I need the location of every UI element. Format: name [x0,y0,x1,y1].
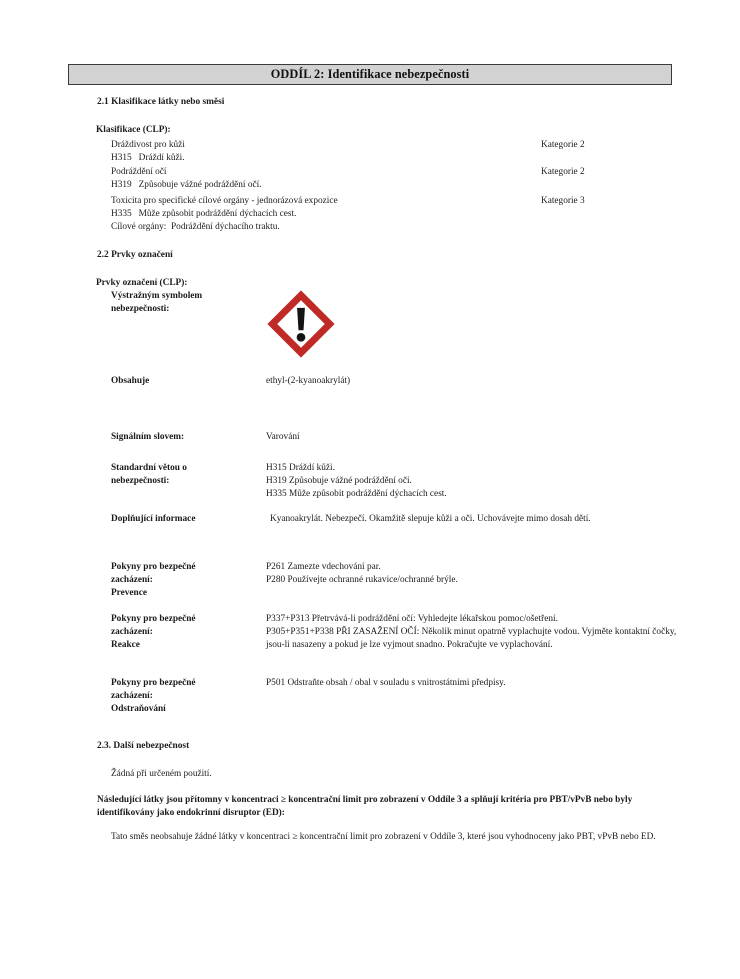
row-value-precaution-response: P337+P313 Přetrvává-li podráždění očí: Vyhledejte lékařskou pomoc/ošetření. [266,614,558,624]
row-value-precaution-prevention: P261 Zamezte vdechování par. [266,562,381,572]
row-label-supplemental-info: Doplňující informace [111,514,196,524]
hazard-class-category: Kategorie 2 [541,140,585,150]
row-value-contains: ethyl-(2-kyanoakrylát) [266,376,351,386]
row-label-precaution-disposal-line-2: zacházení: [111,691,153,701]
row-label-precaution-disposal-line-3: Odstraňování [111,704,166,714]
row-label-precaution-prevention-line-3: Prevence [111,588,147,598]
row-label-signal-word: Signálním slovem: [111,432,185,442]
row-value-signal-word: Varování [266,432,300,442]
heading-2-2: 2.2 Prvky označení [97,250,173,260]
pictogram-label-line-1: Výstražným symbolem [111,291,203,301]
row-value-hazard-statement: H319 Způsobuje vážné podráždění očí. [266,476,412,486]
row-label-precaution-response-line-2: zacházení: [111,627,153,637]
ghs07-exclamation-mark-icon [266,289,336,359]
pictogram-label-line-2: nebezpečnosti: [111,304,170,314]
hazard-statement: H335 Může způsobit podráždění dýchacích cest. [111,209,297,219]
hazard-statement: H319 Způsobuje vážné podráždění očí. [111,180,262,190]
row-value-precaution-prevention: P280 Používejte ochranné rukavice/ochranné brýle. [266,575,458,585]
hazard-class-category: Kategorie 3 [541,196,585,206]
hazard-class-name: Dráždivost pro kůži [111,140,185,150]
section-header-title: ODDÍL 2: Identifikace nebezpečnosti [270,67,470,82]
row-label-precaution-response-line-1: Pokyny pro bezpečné [111,614,196,624]
section-header-bar [68,64,672,85]
row-label-contains: Obsahuje [111,376,150,386]
heading-2-3: 2.3. Další nebezpečnost [97,741,190,751]
heading-2-1: 2.1 Klasifikace látky nebo směsi [97,97,225,107]
row-label-hazard-statements-line-2: nebezpečnosti: [111,476,170,486]
row-label-precaution-prevention-line-1: Pokyny pro bezpečné [111,562,196,572]
row-value-precaution-response: P305+P351+P338 PŘI ZASAŽENÍ OČÍ: Několik minut opatrně vyplachujte vodou. Vyjměte kontaktní čočky, jsou-li nasazeny a pokud je lze vyjmout snadno. Pokračujte ve vyplachování. [266,627,677,650]
row-value-hazard-statement: H315 Dráždí kůži. [266,463,335,473]
hazard-class-name: Podráždění očí [111,167,167,177]
hazard-statement: H315 Dráždí kůži. [111,153,185,163]
hazard-class-name: Toxicita pro specifické cílové orgány - jednorázová expozice [111,196,338,206]
pbt-vpvb-ed-closing-statement: Tato směs neobsahuje žádné látky v koncentraci ≥ koncentrační limit pro zobrazení v Oddíle 3, které jsou vyhodnoceny jako PBT, vPvB nebo ED. [111,832,656,842]
hazard-class-category: Kategorie 2 [541,167,585,177]
row-label-precaution-disposal-line-1: Pokyny pro bezpečné [111,678,196,688]
other-hazards-text: Žádná při určeném použití. [111,769,212,779]
row-value-precaution-disposal: P501 Odstraňte obsah / obal v souladu s vnitrostátními předpisy. [266,678,506,688]
clp-classification-heading: Klasifikace (CLP): [96,125,171,135]
row-label-hazard-statements-line-1: Standardní větou o [111,463,187,473]
row-label-precaution-response-line-3: Reakce [111,640,140,650]
row-value-hazard-statement: H335 Může způsobit podráždění dýchacích cest. [266,489,447,499]
clp-label-elements-heading: Prvky označení (CLP): [96,278,188,288]
row-value-supplemental-info: Kyanoakrylát. Nebezpečí. Okamžitě slepuje kůži a oči. Uchovávejte mimo dosah dětí. [270,514,591,524]
target-organs-text: Cílové orgány: Podráždění dýchacího traktu. [111,222,280,232]
row-label-precaution-prevention-line-2: zacházení: [111,575,153,585]
pbt-vpvb-ed-notice: Následující látky jsou přítomny v koncentraci ≥ koncentrační limit pro zobrazení v Oddíle 3 a splňují kritéria pro PBT/vPvB nebo byly identifikovány jako endokrinní disruptor (ED): [97,795,633,818]
